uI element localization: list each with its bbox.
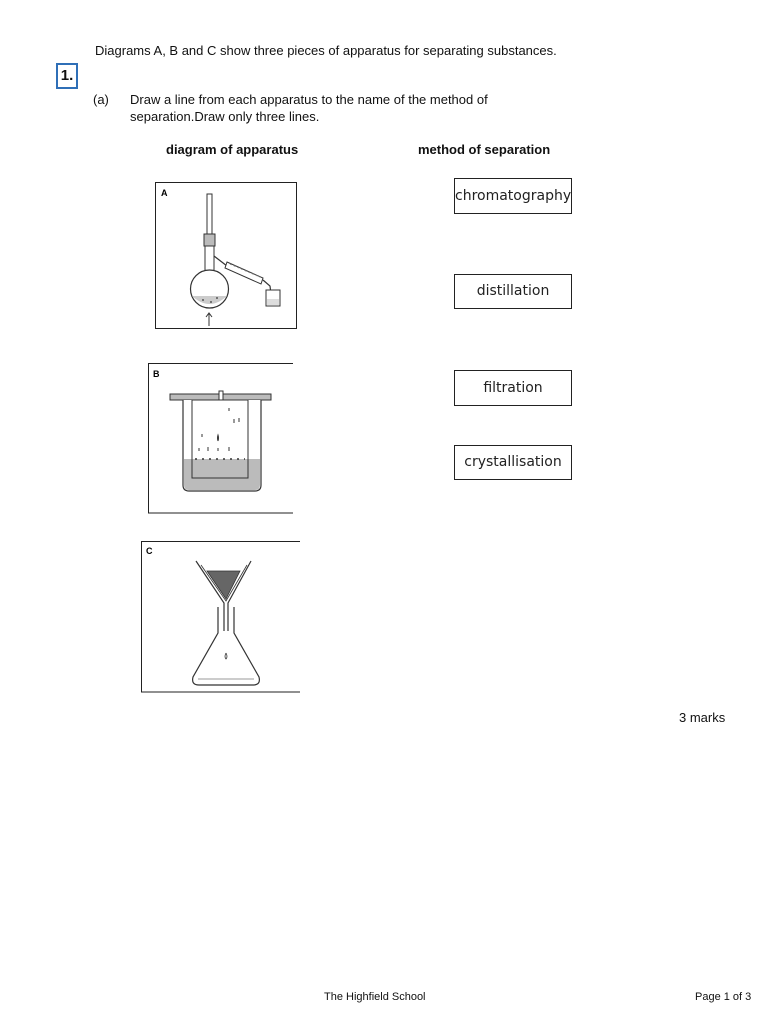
method-box-distillation: distillation (454, 274, 572, 309)
header-diagram: diagram of apparatus (166, 142, 299, 157)
method-box-crystallisation: crystallisation (454, 445, 572, 480)
diagram-b (148, 363, 294, 514)
instruction-line-1: Draw a line from each apparatus to the name of the method of (130, 92, 488, 107)
diagram-b-label: B (153, 369, 160, 379)
diagram-c-label: C (146, 546, 153, 556)
instruction-line-2: separation.Draw only three lines. (130, 109, 320, 124)
question-number: 1. (56, 63, 78, 89)
diagram-a-label: A (161, 188, 168, 198)
method-box-filtration: filtration (454, 370, 572, 406)
method-box-chromatography: chromatography (454, 178, 572, 214)
header-method: method of separation (418, 142, 551, 157)
intro-text: Diagrams A, B and C show three pieces of apparatus for separating substances. (95, 43, 557, 58)
part-label: (a) (93, 92, 109, 107)
diagram-a (155, 182, 297, 329)
diagram-c (141, 541, 301, 693)
footer-school: The Highfield School (324, 991, 426, 1003)
marks-label: 3 marks (679, 710, 726, 725)
footer-page-number: Page 1 of 3 (695, 991, 752, 1003)
